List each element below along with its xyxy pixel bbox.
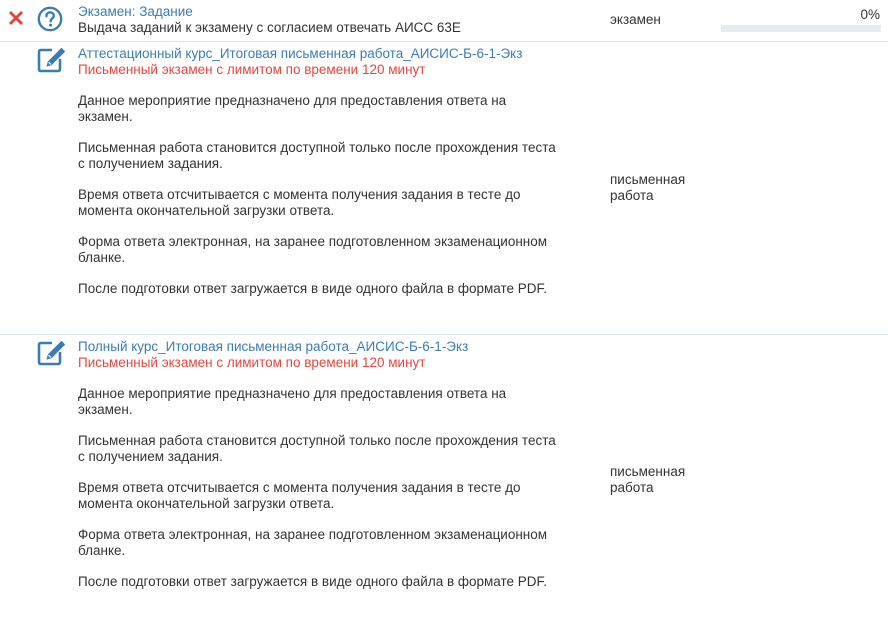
activity-title-link[interactable]: Аттестационный курс_Итоговая письменная работа_АИСИС-Б-6-1-Экз <box>78 46 523 61</box>
description-paragraph: После подготовки ответ загружается в виде одного файла в формате PDF. <box>78 281 548 296</box>
activity-type-label: письменная работа <box>610 464 686 495</box>
exam-title-link[interactable]: Экзамен: Задание <box>78 4 193 19</box>
question-icon[interactable] <box>37 6 63 32</box>
exam-subtitle: Выдача заданий к экзамену с согласием отвечать АИСС 63Е <box>78 20 461 35</box>
progress-bar <box>721 25 881 32</box>
activity-type-label: письменная работа <box>610 172 686 203</box>
activity-description <box>78 93 558 312</box>
description-paragraph: Форма ответа электронная, на заранее подготовленном экзаменационном бланке. <box>78 527 548 558</box>
progress-percent: 0% <box>860 7 880 22</box>
edit-icon[interactable] <box>37 339 67 366</box>
exam-type-label: экзамен <box>610 12 661 27</box>
description-paragraph: Данное мероприятие предназначено для предоставления ответа на экзамен. <box>78 93 507 124</box>
activity-description <box>78 386 558 605</box>
activity-row <box>0 42 888 335</box>
description-paragraph: Письменная работа становится доступной только после прохождения теста с получением задания. <box>78 140 556 171</box>
activity-row <box>0 335 888 623</box>
edit-icon[interactable] <box>37 46 67 73</box>
description-paragraph: Форма ответа электронная, на заранее подготовленном экзаменационном бланке. <box>78 234 548 265</box>
description-paragraph: После подготовки ответ загружается в виде одного файла в формате PDF. <box>78 574 548 589</box>
description-paragraph: Время ответа отсчитывается с момента получения задания в тесте до момента окончательной загрузки ответа. <box>78 187 521 218</box>
time-limit-notice: Письменный экзамен с лимитом по времени 120 минут <box>78 62 426 77</box>
description-paragraph: Данное мероприятие предназначено для предоставления ответа на экзамен. <box>78 386 507 417</box>
close-icon[interactable] <box>7 9 25 27</box>
exam-row <box>0 0 888 42</box>
time-limit-notice: Письменный экзамен с лимитом по времени 120 минут <box>78 355 426 370</box>
activity-title-link[interactable]: Полный курс_Итоговая письменная работа_АИСИС-Б-6-1-Экз <box>78 339 469 354</box>
description-paragraph: Письменная работа становится доступной только после прохождения теста с получением задания. <box>78 433 556 464</box>
description-paragraph: Время ответа отсчитывается с момента получения задания в тесте до момента окончательной загрузки ответа. <box>78 480 521 511</box>
